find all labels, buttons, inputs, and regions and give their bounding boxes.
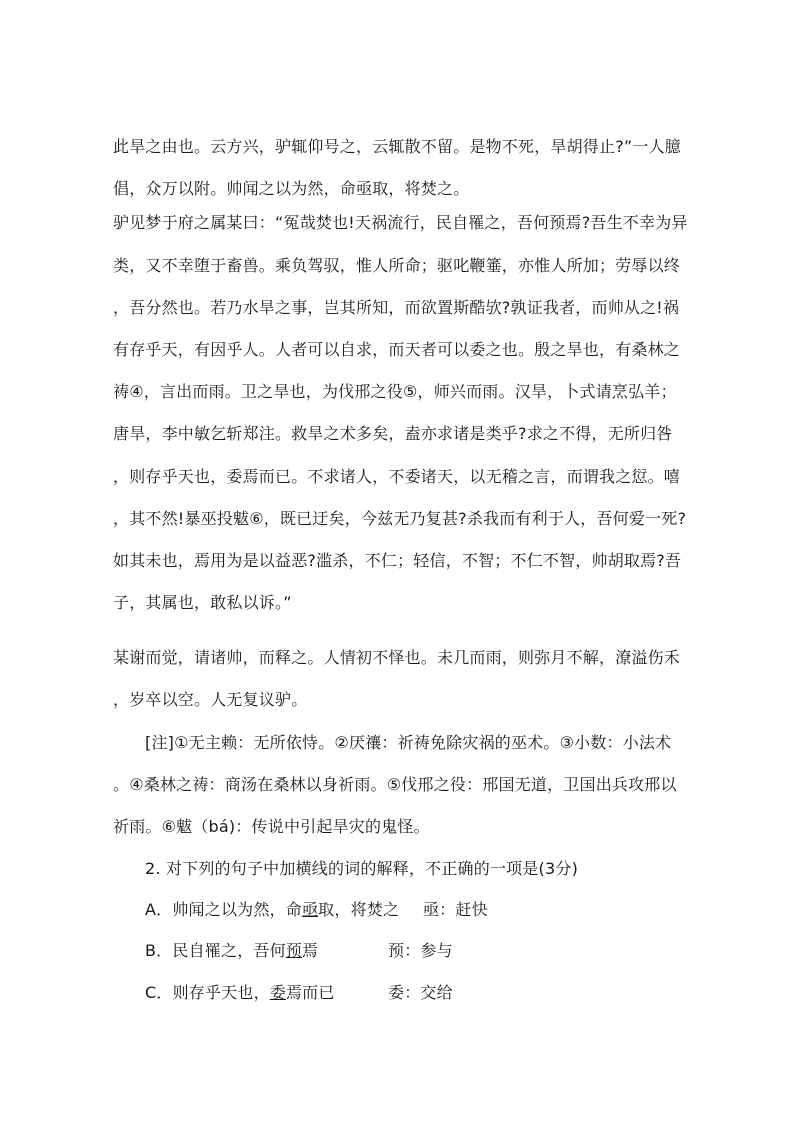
option-gloss: 预：参与 [388, 941, 453, 960]
passage-line: 子，其属也，敢私以诉。” [113, 593, 292, 612]
passage-line: ，则存乎天也，委焉而已。不求诸人，不委诸天，以无稽之言，而谓我之愆。嘻 [113, 467, 681, 486]
passage-line: 驴见梦于府之属某曰：“冤哉焚也!天祸流行，民自罹之，吾何预焉?吾生不幸为异 [113, 213, 688, 232]
option-text: 取，将焚之 [318, 900, 400, 919]
option-text: 民自罹之，吾何 [172, 941, 286, 960]
option-text: 则存乎天也， [172, 983, 270, 1002]
option-b [145, 941, 645, 961]
underlined-word: 委 [269, 983, 286, 1002]
option-gloss: 委：交给 [388, 983, 453, 1002]
option-text: 焉 [302, 941, 319, 960]
note-line: 祈雨。⑥魃（bá)：传说中引起旱灾的鬼怪。 [113, 817, 430, 836]
passage-line: 祷④，言出而雨。卫之旱也，为伐邢之役⑤，师兴而雨。汉旱，卜式请烹弘羊； [113, 382, 677, 401]
passage-line: 有存乎天，有因乎人。人者可以自求，而天者可以委之也。殷之旱也，有桑林之 [113, 340, 681, 359]
passage-line: ，其不然!暴巫投魃⑥，既已迂矣，今兹无乃复甚?杀我而有利于人，吾何爱一死? [113, 509, 687, 528]
passage-line: 此旱之由也。云方兴，驴辄仰号之，云辄散不留。是物不死，旱胡得止?”一人臆 [113, 137, 681, 156]
question-stem: 2. 对下列的句子中加横线的词的解释，不正确的一项是(3分) [145, 859, 579, 878]
passage-line: ，吾分然也。若乃水旱之事，岂其所知，而欲置斯酷欤?孰证我者，而帅从之!祸 [113, 298, 680, 317]
passage-line: 唐旱，李中敏乞斩郑注。救旱之术多矣，盍亦求诸是类乎?求之不得，无所归咎 [113, 424, 673, 443]
option-c [145, 983, 645, 1003]
option-letter: C． [145, 983, 173, 1002]
passage-line: ，岁卒以空。人无复议驴。 [113, 690, 308, 709]
passage-line: 倡，众万以附。帅闻之以为然，命亟取，将焚之。 [113, 179, 470, 198]
option-a [145, 900, 645, 920]
option-gloss: 亟：赶快 [423, 900, 488, 919]
passage-line: 某谢而觉，请诸帅，而释之。人情初不怿也。未几而雨，则弥月不解，潦溢伤禾 [113, 648, 681, 667]
passage-line: 如其未也，焉用为是以益恶?滥杀，不仁；轻信，不智；不仁不智，帅胡取焉?吾 [113, 551, 682, 570]
note-line: [注]①无主赖：无所依恃。②厌禳：祈祷免除灾祸的巫术。③小数：小法术 [145, 733, 672, 752]
passage-line: 类，又不幸堕于畜兽。乘负驾驭，惟人所命；驱叱鞭箠，亦惟人所加；劳辱以终 [113, 256, 681, 275]
option-letter: A． [145, 900, 173, 919]
option-text: 焉而已 [285, 983, 335, 1002]
underlined-word: 预 [285, 941, 302, 960]
option-letter: B． [145, 941, 173, 960]
note-line: 。④桑林之祷：商汤在桑林以身祈雨。⑤伐邢之役：邢国无道，卫国出兵攻邢以 [113, 775, 677, 794]
option-text: 帅闻之以为然，命 [172, 900, 302, 919]
underlined-word: 亟 [301, 900, 319, 919]
